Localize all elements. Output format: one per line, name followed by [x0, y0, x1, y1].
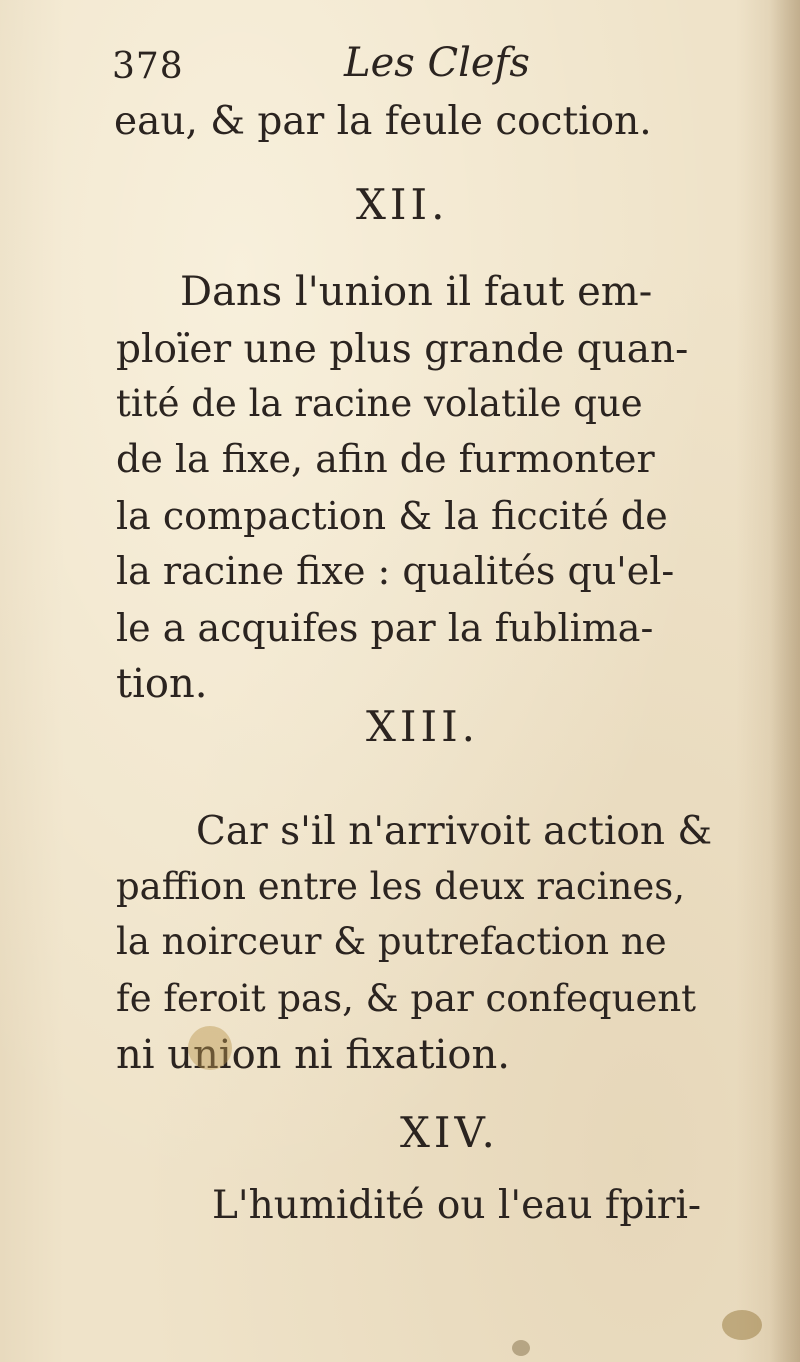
- text-line: ni union ni fixation.: [116, 1032, 510, 1078]
- section-heading-13: XIII.: [366, 702, 480, 751]
- text-line: Dans l'union il faut em-: [180, 269, 653, 315]
- text-line: de la fixe, afin de furmonter: [116, 437, 655, 481]
- page-edge-shadow: [770, 0, 800, 1362]
- section-heading-14: XIV.: [400, 1108, 499, 1157]
- page-header: [112, 40, 732, 92]
- text-line: le a acquifes par la fublima-: [116, 606, 654, 650]
- text-line: eau, & par la feule coction.: [114, 99, 652, 144]
- text-line: tité de la racine volatile que: [116, 382, 643, 425]
- text-line: ploïer une plus grande quan-: [116, 327, 689, 372]
- text-line: la compaction & la ficcité de: [116, 494, 668, 538]
- paper-stain: [722, 1310, 762, 1340]
- running-title: Les Clefs: [344, 40, 530, 86]
- text-line: fe feroit pas, & par confequent: [116, 977, 697, 1020]
- text-line: L'humidité ou l'eau fpiri-: [212, 1183, 702, 1228]
- text-line: la noirceur & putrefaction ne: [116, 920, 667, 963]
- paper-stain: [188, 1026, 232, 1070]
- text-line: tion.: [116, 661, 208, 707]
- section-heading-12: XII.: [356, 180, 449, 229]
- text-line: Car s'il n'arrivoit action &: [196, 809, 713, 854]
- page-number: 378: [112, 46, 184, 87]
- text-line: la racine fixe : qualités qu'el-: [116, 549, 675, 593]
- text-line: paffion entre les deux racines,: [116, 865, 685, 908]
- paper-stain: [512, 1340, 530, 1356]
